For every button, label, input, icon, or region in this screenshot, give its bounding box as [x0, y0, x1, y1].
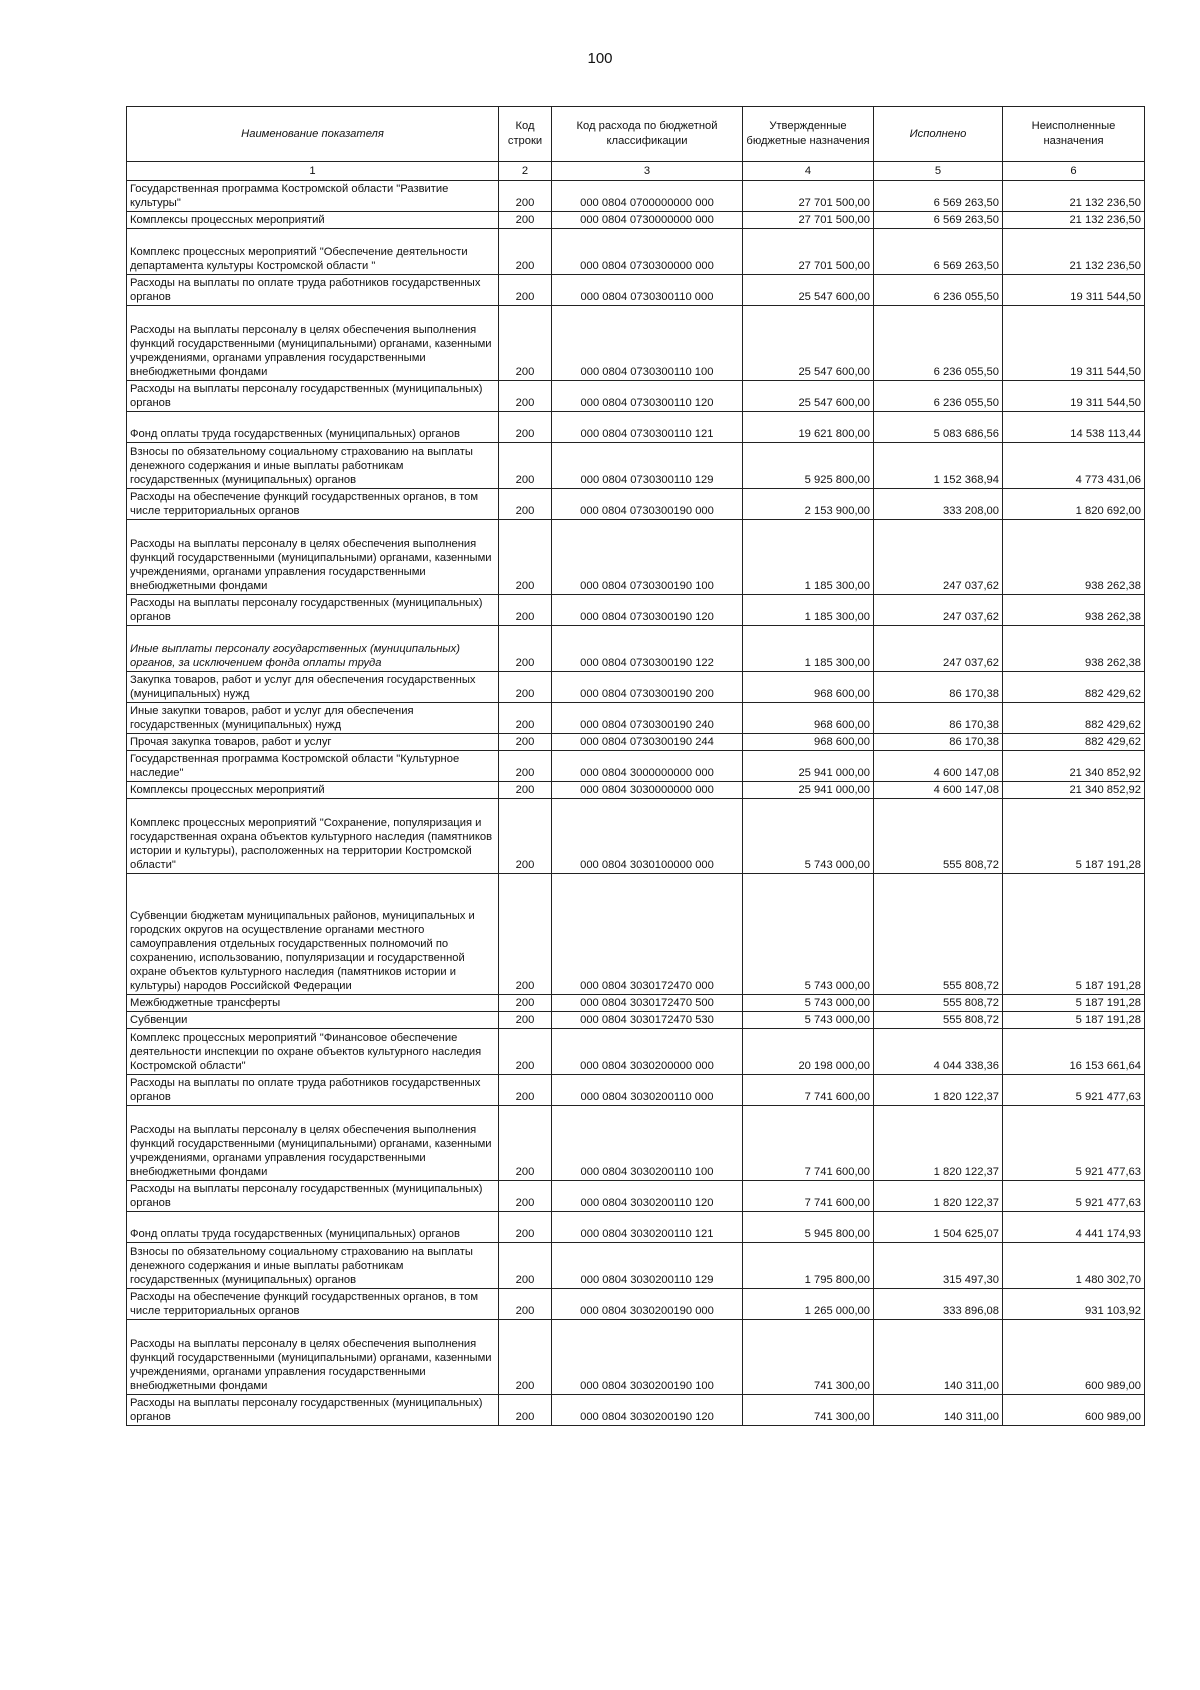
row-unexecuted-amount: 5 187 191,28: [1003, 799, 1145, 874]
row-executed-amount: 140 311,00: [874, 1320, 1003, 1395]
row-indicator-name: Расходы на выплаты персоналу в целях обеспечения выполнения функций государственными (муниципальными) органами, казенными учреждениями, органами управления государственными внебюджетными фондами: [127, 520, 499, 595]
row-unexecuted-amount: 1 820 692,00: [1003, 489, 1145, 520]
row-line-code: 200: [499, 734, 552, 751]
row-executed-amount: 4 600 147,08: [874, 782, 1003, 799]
row-approved-amount: 1 795 800,00: [743, 1243, 874, 1289]
row-indicator-name: Расходы на выплаты персоналу государственных (муниципальных) органов: [127, 595, 499, 626]
row-indicator-name: Закупка товаров, работ и услуг для обеспечения государственных (муниципальных) нужд: [127, 672, 499, 703]
row-executed-amount: 6 236 055,50: [874, 381, 1003, 412]
row-line-code: 200: [499, 1320, 552, 1395]
table-row: [127, 181, 1145, 212]
table-body: [127, 162, 1145, 1426]
row-unexecuted-amount: 21 132 236,50: [1003, 181, 1145, 212]
row-line-code: 200: [499, 1075, 552, 1106]
row-line-code: 200: [499, 874, 552, 995]
row-classification-code: 000 0804 0730300190 244: [552, 734, 743, 751]
row-classification-code: 000 0804 3030172470 000: [552, 874, 743, 995]
table-row: [127, 626, 1145, 672]
row-classification-code: 000 0804 0730300190 200: [552, 672, 743, 703]
table-row: [127, 1320, 1145, 1395]
row-line-code: 200: [499, 799, 552, 874]
row-indicator-name: Расходы на выплаты персоналу в целях обеспечения выполнения функций государственными (муниципальными) органами, казенными учреждениями, органами управления государственными внебюджетными фондами: [127, 1106, 499, 1181]
row-executed-amount: 1 820 122,37: [874, 1106, 1003, 1181]
row-classification-code: 000 0804 3030200110 121: [552, 1212, 743, 1243]
row-classification-code: 000 0804 0730300000 000: [552, 229, 743, 275]
row-executed-amount: 247 037,62: [874, 595, 1003, 626]
row-indicator-name: Расходы на обеспечение функций государственных органов, в том числе территориальных органов: [127, 1289, 499, 1320]
row-indicator-name: Расходы на выплаты персоналу государственных (муниципальных) органов: [127, 381, 499, 412]
header-indicator-name: Наименование показателя: [127, 107, 499, 162]
row-approved-amount: 20 198 000,00: [743, 1029, 874, 1075]
row-line-code: 200: [499, 1243, 552, 1289]
row-line-code: 200: [499, 1289, 552, 1320]
row-unexecuted-amount: 938 262,38: [1003, 626, 1145, 672]
row-classification-code: 000 0804 0730300190 100: [552, 520, 743, 595]
table-row: [127, 595, 1145, 626]
table-row: [127, 489, 1145, 520]
table-row: [127, 443, 1145, 489]
row-indicator-name: Взносы по обязательному социальному страхованию на выплаты денежного содержания и иные выплаты работникам государственных (муниципальных) органов: [127, 443, 499, 489]
row-executed-amount: 6 236 055,50: [874, 275, 1003, 306]
column-number: 1: [127, 162, 499, 181]
row-approved-amount: 27 701 500,00: [743, 229, 874, 275]
row-approved-amount: 19 621 800,00: [743, 412, 874, 443]
row-line-code: 200: [499, 381, 552, 412]
row-line-code: 200: [499, 1029, 552, 1075]
row-line-code: 200: [499, 703, 552, 734]
row-approved-amount: 741 300,00: [743, 1395, 874, 1426]
row-line-code: 200: [499, 212, 552, 229]
row-executed-amount: 555 808,72: [874, 995, 1003, 1012]
row-line-code: 200: [499, 1106, 552, 1181]
row-line-code: 200: [499, 595, 552, 626]
row-approved-amount: 7 741 600,00: [743, 1075, 874, 1106]
row-unexecuted-amount: 21 340 852,92: [1003, 751, 1145, 782]
row-classification-code: 000 0804 3030200190 120: [552, 1395, 743, 1426]
row-classification-code: 000 0804 3030172470 530: [552, 1012, 743, 1029]
table-row: [127, 229, 1145, 275]
table-row: [127, 1243, 1145, 1289]
table-row: [127, 874, 1145, 995]
page-number: 100: [587, 50, 613, 67]
row-executed-amount: 6 569 263,50: [874, 229, 1003, 275]
table-row: [127, 306, 1145, 381]
row-line-code: 200: [499, 1395, 552, 1426]
row-unexecuted-amount: 938 262,38: [1003, 595, 1145, 626]
row-line-code: 200: [499, 275, 552, 306]
row-approved-amount: 25 941 000,00: [743, 751, 874, 782]
row-approved-amount: 27 701 500,00: [743, 212, 874, 229]
row-indicator-name: Взносы по обязательному социальному страхованию на выплаты денежного содержания и иные выплаты работникам государственных (муниципальных) органов: [127, 1243, 499, 1289]
row-executed-amount: 6 569 263,50: [874, 181, 1003, 212]
row-classification-code: 000 0804 0730300190 120: [552, 595, 743, 626]
table-row: [127, 995, 1145, 1012]
table-row: [127, 1075, 1145, 1106]
row-line-code: 200: [499, 306, 552, 381]
row-line-code: 200: [499, 672, 552, 703]
row-indicator-name: Фонд оплаты труда государственных (муниципальных) органов: [127, 412, 499, 443]
row-unexecuted-amount: 14 538 113,44: [1003, 412, 1145, 443]
row-approved-amount: 1 185 300,00: [743, 520, 874, 595]
row-approved-amount: 25 547 600,00: [743, 381, 874, 412]
row-approved-amount: 5 743 000,00: [743, 995, 874, 1012]
table-row: [127, 381, 1145, 412]
row-executed-amount: 1 152 368,94: [874, 443, 1003, 489]
table-row: [127, 1289, 1145, 1320]
header-approved-appropriations: Утвержденные бюджетные назначения: [743, 107, 874, 162]
row-approved-amount: 25 547 600,00: [743, 275, 874, 306]
row-indicator-name: Государственная программа Костромской области "Развитие культуры": [127, 181, 499, 212]
row-classification-code: 000 0804 3030100000 000: [552, 799, 743, 874]
row-executed-amount: 333 208,00: [874, 489, 1003, 520]
row-unexecuted-amount: 19 311 544,50: [1003, 381, 1145, 412]
table-row: [127, 1395, 1145, 1426]
row-executed-amount: 555 808,72: [874, 874, 1003, 995]
row-executed-amount: 6 236 055,50: [874, 306, 1003, 381]
row-classification-code: 000 0804 3030000000 000: [552, 782, 743, 799]
row-unexecuted-amount: 5 921 477,63: [1003, 1181, 1145, 1212]
row-unexecuted-amount: 21 340 852,92: [1003, 782, 1145, 799]
row-unexecuted-amount: 600 989,00: [1003, 1395, 1145, 1426]
row-line-code: 200: [499, 489, 552, 520]
row-line-code: 200: [499, 1181, 552, 1212]
table-row: [127, 799, 1145, 874]
row-unexecuted-amount: 4 773 431,06: [1003, 443, 1145, 489]
table-row: [127, 782, 1145, 799]
row-indicator-name: Субвенции бюджетам муниципальных районов, муниципальных и городских округов на осуществление органами местного самоуправления отдельных государственных полномочий по сохранению, использованию, популяризации и государственной охране объектов культурного наследия (памятников истории и культуры) народов Российской Федерации: [127, 874, 499, 995]
row-indicator-name: Комплексы процессных мероприятий: [127, 782, 499, 799]
row-executed-amount: 5 083 686,56: [874, 412, 1003, 443]
row-unexecuted-amount: 600 989,00: [1003, 1320, 1145, 1395]
row-executed-amount: 86 170,38: [874, 703, 1003, 734]
row-executed-amount: 86 170,38: [874, 734, 1003, 751]
row-unexecuted-amount: 882 429,62: [1003, 703, 1145, 734]
row-unexecuted-amount: 5 187 191,28: [1003, 995, 1145, 1012]
row-executed-amount: 4 044 338,36: [874, 1029, 1003, 1075]
row-approved-amount: 5 743 000,00: [743, 874, 874, 995]
row-indicator-name: Субвенции: [127, 1012, 499, 1029]
row-classification-code: 000 0804 0730300110 120: [552, 381, 743, 412]
row-line-code: 200: [499, 751, 552, 782]
row-approved-amount: 968 600,00: [743, 703, 874, 734]
row-line-code: 200: [499, 520, 552, 595]
row-classification-code: 000 0804 3030200000 000: [552, 1029, 743, 1075]
row-executed-amount: 333 896,08: [874, 1289, 1003, 1320]
table-header-row: [127, 107, 1145, 162]
header-line-code: Код строки: [499, 107, 552, 162]
row-approved-amount: 2 153 900,00: [743, 489, 874, 520]
row-classification-code: 000 0804 3030200110 100: [552, 1106, 743, 1181]
row-executed-amount: 1 820 122,37: [874, 1075, 1003, 1106]
row-unexecuted-amount: 882 429,62: [1003, 672, 1145, 703]
row-classification-code: 000 0804 0730300190 240: [552, 703, 743, 734]
table-row: [127, 703, 1145, 734]
row-executed-amount: 1 820 122,37: [874, 1181, 1003, 1212]
row-classification-code: 000 0804 0730300110 000: [552, 275, 743, 306]
row-unexecuted-amount: 16 153 661,64: [1003, 1029, 1145, 1075]
row-unexecuted-amount: 938 262,38: [1003, 520, 1145, 595]
column-number-row: [127, 162, 1145, 181]
row-approved-amount: 5 925 800,00: [743, 443, 874, 489]
row-executed-amount: 140 311,00: [874, 1395, 1003, 1426]
row-unexecuted-amount: 1 480 302,70: [1003, 1243, 1145, 1289]
row-classification-code: 000 0804 3000000000 000: [552, 751, 743, 782]
row-line-code: 200: [499, 1212, 552, 1243]
row-unexecuted-amount: 882 429,62: [1003, 734, 1145, 751]
row-unexecuted-amount: 19 311 544,50: [1003, 306, 1145, 381]
row-unexecuted-amount: 5 187 191,28: [1003, 1012, 1145, 1029]
column-number: 6: [1003, 162, 1145, 181]
table-row: [127, 520, 1145, 595]
row-approved-amount: 27 701 500,00: [743, 181, 874, 212]
row-indicator-name: Комплексы процессных мероприятий: [127, 212, 499, 229]
table-row: [127, 212, 1145, 229]
column-number: 4: [743, 162, 874, 181]
row-approved-amount: 1 185 300,00: [743, 595, 874, 626]
table-row: [127, 751, 1145, 782]
table-row: [127, 1212, 1145, 1243]
row-unexecuted-amount: 21 132 236,50: [1003, 212, 1145, 229]
row-unexecuted-amount: 4 441 174,93: [1003, 1212, 1145, 1243]
row-classification-code: 000 0804 3030200110 120: [552, 1181, 743, 1212]
row-unexecuted-amount: 5 921 477,63: [1003, 1106, 1145, 1181]
row-indicator-name: Комплекс процессных мероприятий "Сохранение, популяризация и государственная охрана объектов культурного наследия (памятников истории и культуры), расположенных на территории Костромской области": [127, 799, 499, 874]
row-indicator-name: Расходы на выплаты персоналу государственных (муниципальных) органов: [127, 1395, 499, 1426]
row-indicator-name: Расходы на выплаты по оплате труда работников государственных органов: [127, 1075, 499, 1106]
row-classification-code: 000 0804 3030200190 000: [552, 1289, 743, 1320]
row-indicator-name: Прочая закупка товаров, работ и услуг: [127, 734, 499, 751]
row-approved-amount: 7 741 600,00: [743, 1181, 874, 1212]
row-classification-code: 000 0804 3030200110 129: [552, 1243, 743, 1289]
table-row: [127, 1181, 1145, 1212]
row-classification-code: 000 0804 0730000000 000: [552, 212, 743, 229]
row-indicator-name: Расходы на обеспечение функций государственных органов, в том числе территориальных органов: [127, 489, 499, 520]
row-line-code: 200: [499, 995, 552, 1012]
row-executed-amount: 6 569 263,50: [874, 212, 1003, 229]
table-row: [127, 275, 1145, 306]
row-approved-amount: 25 547 600,00: [743, 306, 874, 381]
row-approved-amount: 968 600,00: [743, 672, 874, 703]
row-executed-amount: 86 170,38: [874, 672, 1003, 703]
row-indicator-name: Иные закупки товаров, работ и услуг для обеспечения государственных (муниципальных) нужд: [127, 703, 499, 734]
table-row: [127, 1029, 1145, 1075]
row-approved-amount: 7 741 600,00: [743, 1106, 874, 1181]
table-row: [127, 412, 1145, 443]
row-indicator-name: Иные выплаты персоналу государственных (муниципальных) органов, за исключением фонда оплаты труда: [127, 626, 499, 672]
row-executed-amount: 247 037,62: [874, 520, 1003, 595]
column-number: 2: [499, 162, 552, 181]
row-line-code: 200: [499, 412, 552, 443]
row-classification-code: 000 0804 3030200110 000: [552, 1075, 743, 1106]
row-approved-amount: 968 600,00: [743, 734, 874, 751]
header-budget-classification-code: Код расхода по бюджетной классификации: [552, 107, 743, 162]
column-number: 5: [874, 162, 1003, 181]
row-executed-amount: 555 808,72: [874, 1012, 1003, 1029]
row-executed-amount: 315 497,30: [874, 1243, 1003, 1289]
row-unexecuted-amount: 931 103,92: [1003, 1289, 1145, 1320]
row-classification-code: 000 0804 3030172470 500: [552, 995, 743, 1012]
table-row: [127, 1106, 1145, 1181]
row-approved-amount: 1 265 000,00: [743, 1289, 874, 1320]
column-number: 3: [552, 162, 743, 181]
header-executed: Исполнено: [874, 107, 1003, 162]
row-approved-amount: 5 743 000,00: [743, 1012, 874, 1029]
row-classification-code: 000 0804 3030200190 100: [552, 1320, 743, 1395]
row-indicator-name: Расходы на выплаты персоналу государственных (муниципальных) органов: [127, 1181, 499, 1212]
row-approved-amount: 741 300,00: [743, 1320, 874, 1395]
row-executed-amount: 247 037,62: [874, 626, 1003, 672]
row-unexecuted-amount: 19 311 544,50: [1003, 275, 1145, 306]
row-classification-code: 000 0804 0730300190 000: [552, 489, 743, 520]
row-approved-amount: 5 945 800,00: [743, 1212, 874, 1243]
row-line-code: 200: [499, 782, 552, 799]
row-classification-code: 000 0804 0730300110 129: [552, 443, 743, 489]
row-indicator-name: Фонд оплаты труда государственных (муниципальных) органов: [127, 1212, 499, 1243]
table-row: [127, 734, 1145, 751]
row-classification-code: 000 0804 0730300110 121: [552, 412, 743, 443]
row-approved-amount: 1 185 300,00: [743, 626, 874, 672]
row-unexecuted-amount: 5 921 477,63: [1003, 1075, 1145, 1106]
table-row: [127, 672, 1145, 703]
row-executed-amount: 4 600 147,08: [874, 751, 1003, 782]
row-unexecuted-amount: 5 187 191,28: [1003, 874, 1145, 995]
row-indicator-name: Государственная программа Костромской области "Культурное наследие": [127, 751, 499, 782]
row-indicator-name: Комплекс процессных мероприятий "Финансовое обеспечение деятельности инспекции по охране объектов культурного наследия Костромской области": [127, 1029, 499, 1075]
table-row: [127, 1012, 1145, 1029]
row-executed-amount: 555 808,72: [874, 799, 1003, 874]
row-classification-code: 000 0804 0700000000 000: [552, 181, 743, 212]
row-indicator-name: Расходы на выплаты персоналу в целях обеспечения выполнения функций государственными (муниципальными) органами, казенными учреждениями, органами управления государственными внебюджетными фондами: [127, 306, 499, 381]
row-executed-amount: 1 504 625,07: [874, 1212, 1003, 1243]
row-indicator-name: Расходы на выплаты персоналу в целях обеспечения выполнения функций государственными (муниципальными) органами, казенными учреждениями, органами управления государственными внебюджетными фондами: [127, 1320, 499, 1395]
row-approved-amount: 25 941 000,00: [743, 782, 874, 799]
row-indicator-name: Расходы на выплаты по оплате труда работников государственных органов: [127, 275, 499, 306]
row-line-code: 200: [499, 181, 552, 212]
row-indicator-name: Межбюджетные трансферты: [127, 995, 499, 1012]
row-indicator-name: Комплекс процессных мероприятий "Обеспечение деятельности департамента культуры Костромской области ": [127, 229, 499, 275]
budget-execution-table: [126, 106, 1145, 1426]
row-unexecuted-amount: 21 132 236,50: [1003, 229, 1145, 275]
row-approved-amount: 5 743 000,00: [743, 799, 874, 874]
header-unexecuted-appropriations: Неисполненные назначения: [1003, 107, 1145, 162]
row-line-code: 200: [499, 443, 552, 489]
row-classification-code: 000 0804 0730300110 100: [552, 306, 743, 381]
row-line-code: 200: [499, 1012, 552, 1029]
row-line-code: 200: [499, 229, 552, 275]
row-line-code: 200: [499, 626, 552, 672]
row-classification-code: 000 0804 0730300190 122: [552, 626, 743, 672]
